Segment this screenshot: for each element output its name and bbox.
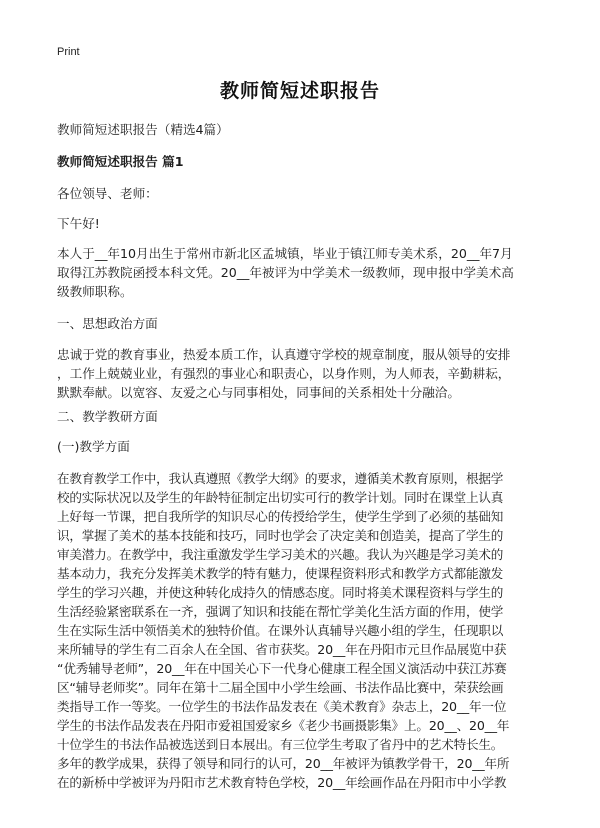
heading-political: 一、思想政治方面 [57,316,158,331]
text-line: 学生的书法作品发表在丹阳市爱祖国爱家乡《老少书画摄影集》上。20__、20__年 [57,718,510,733]
text-line: 来所辅导的学生有二百余人在全国、省市获奖。20__年在丹阳市元旦作品展览中获 [57,642,507,657]
heading-teaching-research: 二、教学教研方面 [57,409,158,424]
text-line: 上好每一节课，把自我所学的知识尽心的传授给学生，使学生学到了必须的基础知 [57,509,504,524]
paragraph-teaching [57,469,549,792]
text-line: 基本动力，我充分发挥美术教学的特有魅力，使课程资料形式和教学方式都能激发 [57,566,504,581]
section-heading: 教师简短述职报告 篇1 [57,154,184,169]
text-line: 本人于__年10月出生于常州市新北区孟城镇，毕业于镇江师专美术系，20__年7月 [57,246,513,261]
text-line: 类指导工作一等奖。一位学生的书法作品发表在《美术教育》杂志上，20__年一位 [57,699,507,714]
salutation: 各位领导、老师： [57,186,158,201]
text-line: 忠诚于党的教育事业，热爱本质工作，认真遵守学校的规章制度，服从领导的安排 [57,347,511,362]
text-line: ，工作上兢兢业业，有强烈的事业心和职责心，以身作则，为人师表，辛勤耕耘， [57,366,511,381]
text-line: 区“辅导老师奖”。同年在第十二届全国中小学生绘画、书法作品比赛中，荣获绘画 [57,680,504,695]
text-line: 学生的学习兴趣，并使这种转化成持久的情感态度。同时将美术课程资料与学生的 [57,585,504,600]
text-line: 级教师职称。 [57,284,133,299]
text-line: 默默奉献。以宽容、友爱之心与同事相处，同事间的关系相处十分融洽。 [57,385,460,400]
text-line: “优秀辅导老师”，20__年在中国关心下一代身心健康工程全国义演活动中获江苏赛 [57,661,507,676]
paragraph-political [57,345,549,402]
text-line: 校的实际状况以及学生的年龄特征制定出切实可行的教学计划。同时在课堂上认真 [57,490,504,505]
heading-teaching: (一)教学方面 [57,439,130,454]
text-line: 取得江苏教院函授本科文凭。20__年被评为中学美术一级教师，现申报中学美术高 [57,265,514,280]
text-line: 识，掌握了美术的基本技能和技巧，同时也学会了决定美和创造美，提高了学生的 [57,528,504,543]
text-line: 在的新桥中学被评为丹阳市艺术教育特色学校，20__年绘画作品在丹阳市中小学教 [57,775,507,790]
document-subtitle: 教师简短述职报告（精选4篇） [57,122,229,137]
page-title: 教师简短述职报告 [219,80,380,102]
paragraph-intro [57,244,549,301]
text-line: 生活经验紧密联系在一齐，强调了知识和技能在帮忙学美化生活方面的作用，使学 [57,604,504,619]
greeting: 下午好! [57,216,100,231]
text-line: 生在实际生活中领悟美术的独特价值。在课外认真辅导兴趣小组的学生，任现职以 [57,623,504,638]
text-line: 多年的教学成果，获得了领导和同行的认可，20__年被评为镇教学骨干，20__年所 [57,756,510,771]
text-line: 审美潜力。在教学中，我注重激发学生学习美术的兴趣。我认为兴趣是学习美术的 [57,547,504,562]
text-line: 十位学生的书法作品被选送到日本展出。有三位学生考取了省丹中的艺术特长生。 [57,737,504,752]
print-label: Print [57,46,80,58]
text-line: 在教育教学工作中，我认真遵照《教学大纲》的要求，遵循美术教育原则，根据学 [57,471,504,486]
